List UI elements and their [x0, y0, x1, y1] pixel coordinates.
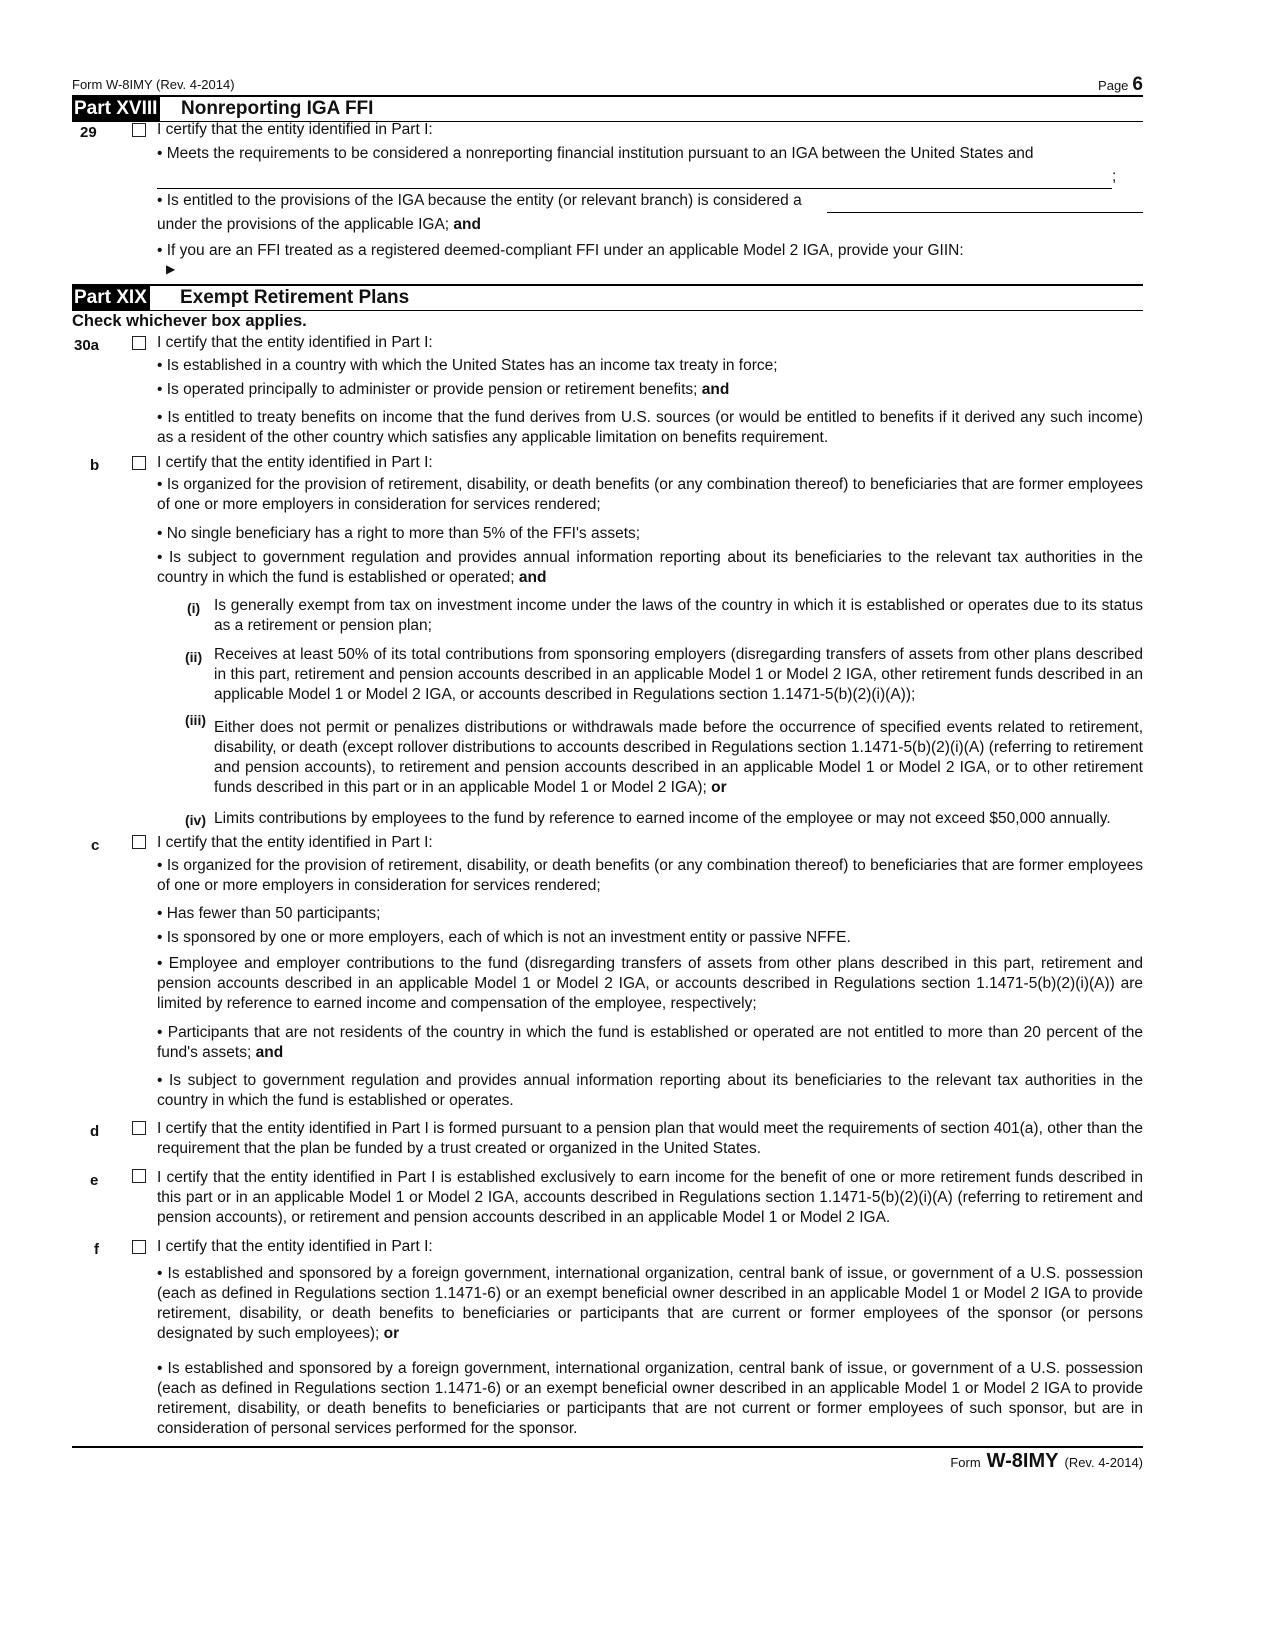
part-tag: Part XVIII — [72, 97, 160, 121]
line-30c-checkbox[interactable] — [132, 835, 146, 849]
line-30d-checkbox[interactable] — [132, 1121, 146, 1135]
certify-text: I certify that the entity identified in Part I is established exclusively to earn income for the benefit of one or more retirement funds described in this part or in an applicable Model 1 or Model 2 IGA, accounts described in Regulations section 1.1471-5(b)(2)(i)(A) (referring to retirement and pension accounts), or retirement and pension accounts described in an applicable Model 1 or Model 2 IGA. — [157, 1169, 1143, 1226]
sub-item-text: Either does not permit or penalizes distributions or withdrawals made before the occurrence of specified events related to retirement, disability, or death (except rollover distributions to accounts described in Regulations section 1.1471-5(b)(2)(i)(A) (referring to retirement and pension accounts), to retirement and pension accounts described in an applicable Model 1 or Model 2 IGA, or to other retirement funds described in this part or in an applicable Model 1 or Model 2 IGA); or — [214, 719, 1143, 796]
page-label: Page — [1098, 78, 1129, 93]
line-number: d — [90, 1123, 100, 1140]
sub-item-text: Receives at least 50% of its total contributions from sponsoring employers (disregarding transfers of assets from other plans described in this part, retirement and pension accounts described in an applicable Model 1 or Model 2 IGA, other retirement funds described in an applicable Model 1 or Model 2 IGA, or accounts described in Regulations section 1.1471-5(b)(2)(i)(A)); — [214, 646, 1143, 703]
footer-form-name: W-8IMY — [986, 1450, 1059, 1472]
sub-item-text: Is generally exempt from tax on investment income under the laws of the country in which it is established or operates due to its status as a retirement or pension plan; — [214, 597, 1143, 634]
bullet-text-cont: under the provisions of the applicable IGA; and — [157, 216, 481, 233]
instruction: Check whichever box applies. — [72, 312, 307, 330]
bullet-text: • Is established and sponsored by a foreign government, international organization, central bank of issue, or government of a U.S. possession (each as defined in Regulations section 1.1471-6) or an exempt beneficial owner described in an applicable Model 1 or Model 2 IGA to provide retirement, disability, or death benefits to beneficiaries or participants that are current or former employees of the sponsor (or persons designated by such employees); or — [157, 1265, 1143, 1342]
part-title: Nonreporting IGA FFI — [181, 98, 374, 119]
part-title: Exempt Retirement Plans — [180, 287, 410, 308]
part-tag: Part XIX — [72, 286, 150, 310]
bullet-text: • Meets the requirements to be considered a nonreporting financial institution pursuant to an IGA between the United States and — [157, 145, 1034, 162]
footer-form-word: Form — [950, 1455, 981, 1470]
line-30a-checkbox[interactable] — [132, 336, 146, 350]
part-xix-header — [72, 284, 1143, 311]
line-number: 30a — [74, 337, 100, 354]
line-30f-checkbox[interactable] — [132, 1240, 146, 1254]
bullet-text: • No single beneficiary has a right to more than 5% of the FFI's assets; — [157, 525, 641, 542]
line-number: b — [90, 457, 100, 474]
bullet-text: • Is organized for the provision of retirement, disability, or death benefits (or any combination thereof) to beneficiaries that are former employees of one or more employers in consideration for services rendered; — [157, 476, 1143, 513]
page-indicator — [1098, 74, 1143, 96]
line-number: c — [91, 837, 100, 854]
bullet-text: • Participants that are not residents of the country in which the fund is established or operated are not entitled to more than 20 percent of the fund's assets; and — [157, 1024, 1143, 1061]
bullet-text: • If you are an FFI treated as a registered deemed-compliant FFI under an applicable Model 2 IGA, provide your GIIN: — [157, 242, 964, 259]
footer-rule — [72, 1446, 1143, 1448]
roman-numeral: (ii) — [185, 649, 203, 665]
semicolon: ; — [1112, 168, 1117, 185]
bullet-text: • Is organized for the provision of retirement, disability, or death benefits (or any combination thereof) to beneficiaries that are former employees of one or more employers in consideration for services rendered; — [157, 857, 1143, 894]
certify-text: I certify that the entity identified in Part I: — [157, 834, 433, 851]
bullet-text: • Is subject to government regulation and provides annual information reporting about its beneficiaries to the relevant tax authorities in the country in which the fund is established or operates. — [157, 1072, 1143, 1109]
part-xviii-header — [72, 95, 1143, 122]
bullet-text: • Is established in a country with which the United States has an income tax treaty in force; — [157, 357, 778, 374]
bullet-text: • Is established and sponsored by a foreign government, international organization, central bank of issue, or government of a U.S. possession (each as defined in Regulations section 1.1471-6) or an exempt beneficial owner described in an applicable Model 1 or Model 2 IGA to provide retirement, disability, or death benefits to beneficiaries or participants that are not current or former employees of such sponsor, but are in consideration of personal services performed for the sponsor. — [157, 1360, 1143, 1437]
certify-text: I certify that the entity identified in Part I: — [157, 334, 433, 351]
certify-text: I certify that the entity identified in Part I: — [157, 454, 433, 471]
line-30e-checkbox[interactable] — [132, 1169, 146, 1183]
page-header — [72, 74, 1143, 96]
bullet-text: • Is operated principally to administer or provide pension or retirement benefits; and — [157, 381, 730, 398]
page-footer — [950, 1450, 1143, 1473]
bullet-text: • Is entitled to the provisions of the IGA because the entity (or relevant branch) is considered a — [157, 192, 802, 209]
certify-text: I certify that the entity identified in Part I: — [157, 1238, 433, 1255]
iga-category-input-line[interactable] — [827, 212, 1143, 213]
line-number: 29 — [80, 124, 97, 141]
bullet-text: • Is sponsored by one or more employers, each of which is not an investment entity or passive NFFE. — [157, 929, 851, 946]
line-number: e — [90, 1172, 99, 1189]
footer-revision: (Rev. 4-2014) — [1064, 1455, 1143, 1470]
bullet-text: • Is subject to government regulation and provides annual information reporting about its beneficiaries to the relevant tax authorities in the country in which the fund is established or operated; and — [157, 549, 1143, 586]
line-30b-checkbox[interactable] — [132, 456, 146, 470]
certify-text: I certify that the entity identified in Part I is formed pursuant to a pension plan that would meet the requirements of section 401(a), other than the requirement that the plan be funded by a trust created or organized in the United States. — [157, 1120, 1143, 1157]
roman-numeral: (iv) — [185, 812, 206, 828]
roman-numeral: (i) — [187, 600, 201, 616]
line-29-checkbox[interactable] — [132, 123, 146, 137]
certify-text: I certify that the entity identified in Part I: — [157, 121, 433, 138]
roman-numeral: (iii) — [185, 712, 206, 728]
sub-item-text: Limits contributions by employees to the fund by reference to earned income of the employee or may not exceed $50,000 annually. — [214, 810, 1111, 827]
bullet-text: • Has fewer than 50 participants; — [157, 905, 381, 922]
country-input-line[interactable] — [157, 188, 1112, 189]
form-label: Form W-8IMY (Rev. 4-2014) — [72, 77, 235, 92]
line-number: f — [94, 1241, 99, 1258]
page-number: 6 — [1132, 74, 1143, 95]
arrow-icon: ▶ — [166, 262, 176, 276]
bullet-text: • Is entitled to treaty benefits on income that the fund derives from U.S. sources (or would be entitled to benefits if it derived any such income) as a resident of the other country which satisfies any applicable limitation on benefits requirement. — [157, 409, 1143, 446]
bullet-text: • Employee and employer contributions to the fund (disregarding transfers of assets from other plans described in this part, retirement and pension accounts described in an applicable Model 1 or Model 2 IGA, or accounts described in Regulations section 1.1471-5(b)(2)(i)(A)) are limited by reference to earned income and compensation of the employee, respectively; — [157, 955, 1143, 1012]
